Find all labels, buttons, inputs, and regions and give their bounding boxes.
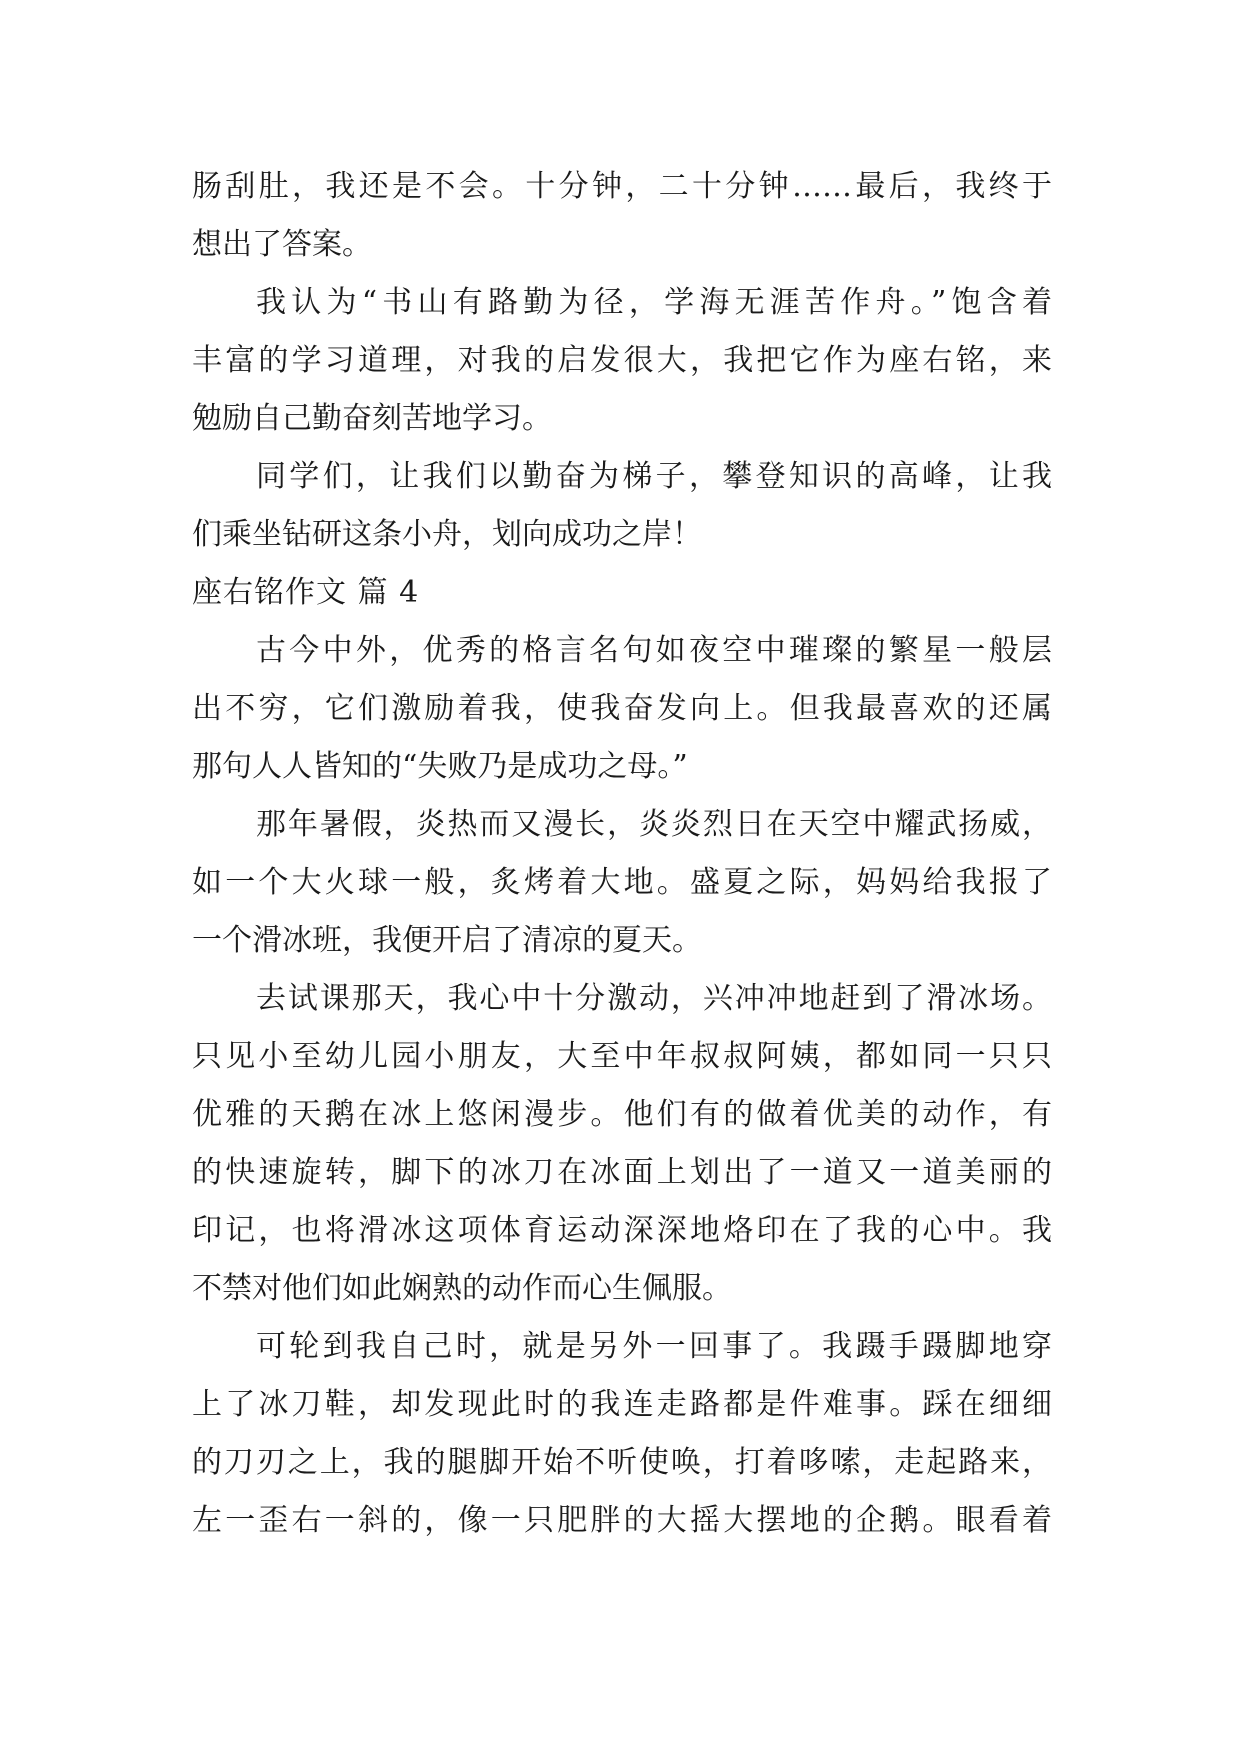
text-line: 勉励自己勤奋刻苦地学习。 [192,401,552,436]
text-line: 们乘坐钻研这条小舟，划向成功之岸！ [192,517,702,552]
text-line: 左一歪右一斜的，像一只肥胖的大摇大摆地的企鹅。眼看着 [192,1503,1052,1538]
text-line: 出不穷，它们激励着我，使我奋发向上。但我最喜欢的还属 [192,691,1052,726]
paragraph-start: 同学们，让我们以勤奋为梯子，攀登知识的高峰，让我 [256,459,1052,494]
text-line: 的刀刃之上，我的腿脚开始不听使唤，打着哆嗦，走起路来， [192,1445,1052,1480]
section-heading: 座右铭作文 篇 4 [192,575,420,610]
text-line: 的快速旋转，脚下的冰刀在冰面上划出了一道又一道美丽的 [192,1155,1052,1190]
text-line: 印记，也将滑冰这项体育运动深深地烙印在了我的心中。我 [192,1213,1052,1248]
text-line: 不禁对他们如此娴熟的动作而心生佩服。 [192,1271,732,1306]
text-line: 想出了答案。 [192,227,372,262]
text-line: 那句人人皆知的“失败乃是成功之母。” [192,749,688,784]
text-line: 肠刮肚，我还是不会。十分钟，二十分钟……最后，我终于 [192,169,1052,204]
text-line: 如一个大火球一般，炙烤着大地。盛夏之际，妈妈给我报了 [192,865,1052,900]
paragraph-start: 去试课那天，我心中十分激动，兴冲冲地赶到了滑冰场。 [256,981,1052,1016]
text-line: 一个滑冰班，我便开启了清凉的夏天。 [192,923,702,958]
text-line: 丰富的学习道理，对我的启发很大，我把它作为座右铭，来 [192,343,1052,378]
paragraph-start: 古今中外，优秀的格言名句如夜空中璀璨的繁星一般层 [256,633,1052,668]
text-line: 只见小至幼儿园小朋友，大至中年叔叔阿姨，都如同一只只 [192,1039,1052,1074]
text-line: 上了冰刀鞋，却发现此时的我连走路都是件难事。踩在细细 [192,1387,1052,1422]
text-line: 优雅的天鹅在冰上悠闲漫步。他们有的做着优美的动作，有 [192,1097,1052,1132]
paragraph-start: 那年暑假，炎热而又漫长，炎炎烈日在天空中耀武扬威， [256,807,1052,842]
paragraph-start: 可轮到我自己时，就是另外一回事了。我蹑手蹑脚地穿 [256,1329,1052,1364]
essay-text [192,158,1052,1550]
paragraph-start: 我认为“书山有路勤为径，学海无涯苦作舟。”饱含着 [256,285,1052,320]
